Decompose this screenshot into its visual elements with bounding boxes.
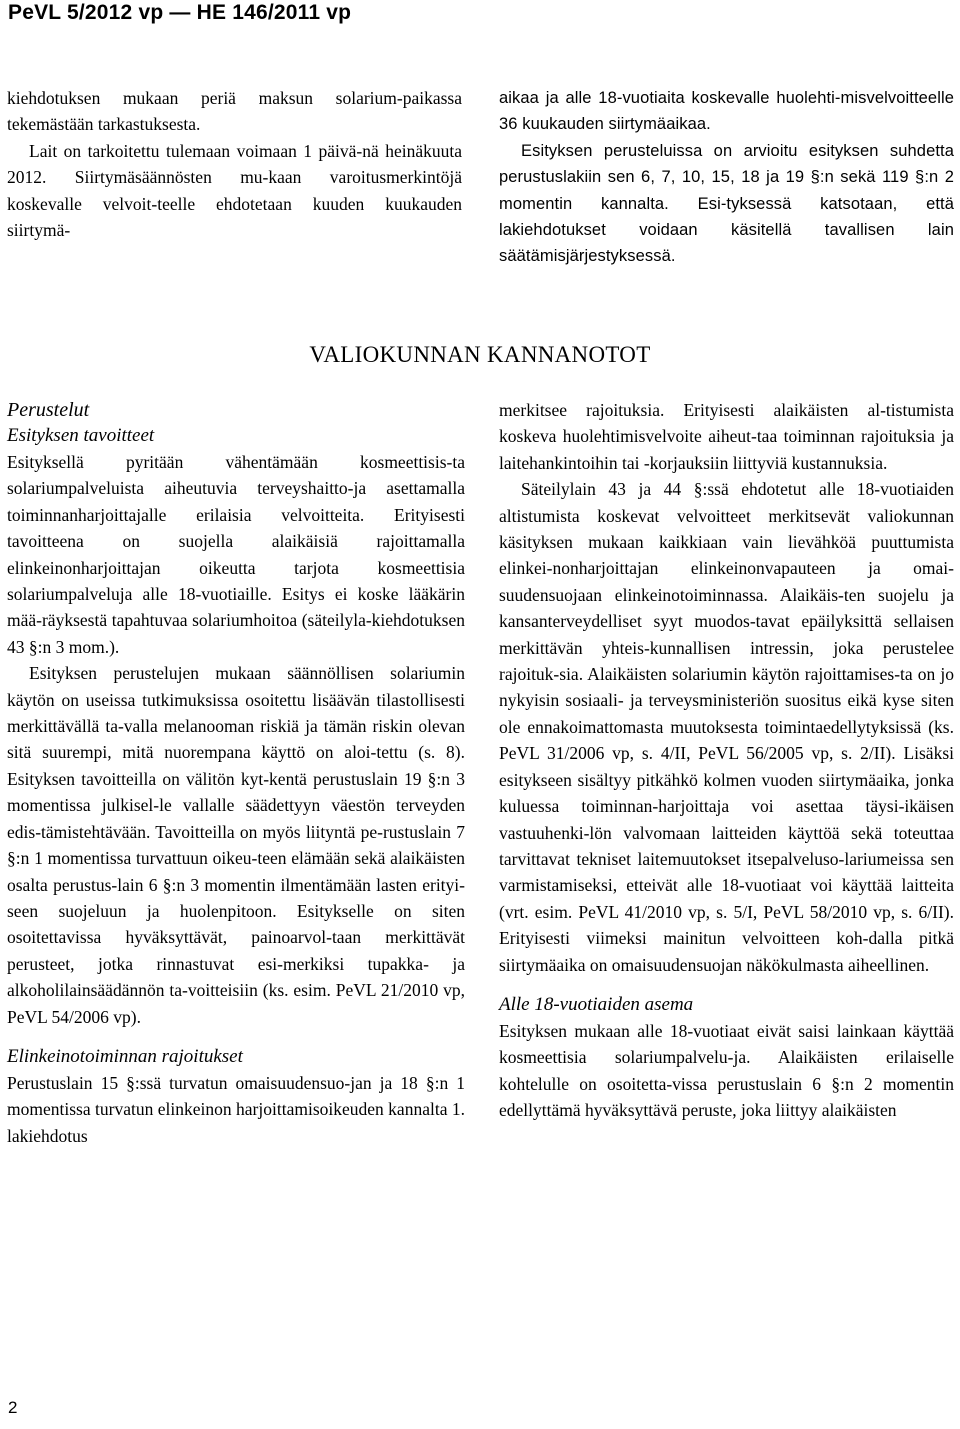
body-paragraph: Esityksen mukaan alle 18-vuotiaat eivät saisi lainkaan käyttää kosmeettisia solariumpalvelu-ja. Alaikäisten erilaiselle kohtelulle on osoitetta-vissa perustuslain 6 §:n 2 momentin edellyttämä hyväksyttävä peruste, joka liittyy alaikäisten [499,1020,954,1121]
body-paragraph: Perustuslain 15 §:ssä turvatun omaisuudensuo-jan ja 18 §:n 1 momentissa turvatun elinkeinon harjoittamisoikeuden kannalta 1. lakiehdotus [7,1072,465,1146]
page-number: 2 [8,1398,18,1417]
heading-perustelut: Perustelut [7,399,90,421]
heading-asema: Alle 18-vuotiaiden asema [499,993,694,1015]
body-left-column [7,397,465,1149]
intro-paragraph: aikaa ja alle 18-vuotiaita koskevalle huolehti-misvelvoitteelle 36 kuukauden siirtymäaikaa. [499,89,954,134]
running-header: PeVL 5/2012 vp — HE 146/2011 vp [8,1,352,24]
body-paragraph: Esityksen perustelujen mukaan säännöllisen solariumin käytön on useissa tutkimuksissa osoitettu lisäävän tilastollisesti merkittävällä ta-valla melanooman riskiä ja tämän riskin olevan sitä suurempi, mitä nuorempana käyttö on aloi-tettu (s. 8). Esityksen tavoitteilla on välitön kyt-kentä perustuslain 19 §:n 3 momentissa julkisel-le vallalle säädettyyn väestön terveyden edis-tämistehtävään. Tavoitteilla on myös liityntä pe-rustuslain 7 §:n 1 momentissa turvattuun oikeu-teen elämään sekä alaikäisten osalta perustus-lain 6 §:n 3 momentin ilmentämään lasten erityi-seen suojeluun ja huolenpitoon. Esitykselle on siten osoitettavissa hyväksyttävät, painoarvol-taan merkittävät perusteet, jotka rinnastuvat esi-merkiksi tupakka- ja alkoholilainsäädännön ta-voitteisiin (ks. esim. PeVL 21/2010 vp, PeVL 54/2006 vp). [7,663,465,1027]
body-paragraph: merkitsee rajoituksia. Erityisesti alaikäisten al-tistumista koskeva huolehtimisvelvoite aiheut-taa toiminnan rajoituksia ja laitehankintoihin tai -korjauksiin liittyviä kustannuksia. [499,400,954,473]
heading-tavoitteet: Esityksen tavoitteet [7,425,155,446]
intro-paragraph: Lait on tarkoitettu tulemaan voimaan 1 päivä-nä heinäkuuta 2012. Siirtymäsäännösten mu-kaan varoitusmerkintöjä koskevalle velvoit-teelle ehdotetaan kuuden kuukauden siirtymä- [7,140,462,241]
heading-rajoitukset: Elinkeinotoiminnan rajoitukset [7,1045,243,1067]
intro-right-column [499,85,954,270]
section-heading: VALIOKUNNAN KANNANOTOT [309,342,651,367]
body-paragraph: Esityksellä pyritään vähentämään kosmeettisis-ta solariumpalveluista aiheutuvia terveyshaitto-ja asettamalla toiminnanharjoittajalle erilaisia velvoitteita. Erityisesti tavoitteena on suojella alaikäisiä rajoittamalla elinkeinonharjoittajan oikeutta tarjota kosmeettisia solariumpalveluja alle 18-vuotiaille. Esitys ei koske lääkärin mää-räyksestä tapahtuvaa solariumhoitoa (säteilyla-kiehdotuksen 43 §:n 3 mom.). [7,452,465,657]
body-paragraph: Säteilylain 43 ja 44 §:ssä ehdotetut alle 18-vuotiaiden altistumista koskevat velvoitteet merkitsevät valiokunnan käsityksen mukaan kaikkiaan vain lievähköä puuttumista elinkei-nonharjoittajan elinkeinonvapauteen ja omai-suudensuojaan elinkeinotoiminnassa. Alaikäis-ten suojelu ja kansanterveydelliset syyt muodos-tavat epäilyksittä sellaisen merkittävän yhteis-kunnallisen intressin, joka perustelee rajoituk-sia. Alaikäisten solariumin käytön rajoittamises-ta on jo nykyisin sosiaali- ja terveysministeriön suositus eikä kyse siten ole ennakoimattomasta muutoksesta toimintaedellytyksissä (ks. PeVL 31/2006 vp, s. 4/II, PeVL 56/2005 vp, s. 2/II). Lisäksi esitykseen sisältyy pitkähkö kolmen vuoden siirtymäaika, jonka kuluessa toiminnan-harjoittaja voi asettaa täysi-ikäisen vastuuhenki-lön valvomaan laitteiden käyttöä sekä toteuttaa tarvittavat tekniset laitemuutokset itsepalveluso-lariumeissa sen varmistamiseksi, etteivät alle 18-vuotiaat voi käyttää laitteita (vrt. esim. PeVL 41/2010 vp, s. 5/I, PeVL 58/2010 vp, s. 6/II). Erityisesti viimeksi mainitun velvoitteen koh-dalla pitkä siirtymäaika on omaisuudensuojan näkökulmasta aiheellinen. [499,479,954,975]
body-right-column [499,397,954,1124]
intro-left-column [7,85,462,243]
intro-paragraph: Esityksen perusteluissa on arvioitu esityksen suhdetta perustuslakiin sen 6, 7, 10, 15, 18 ja 19 §:n sekä 119 §:n 2 momentin kannalta. Esi-tyksessä katsotaan, että lakiehdotukset voidaan käsitellä tavallisen lain säätämisjärjestyksessä. [499,141,954,266]
intro-paragraph: kiehdotuksen mukaan periä maksun solarium-paikassa tekemästään tarkastuksesta. [7,88,462,135]
